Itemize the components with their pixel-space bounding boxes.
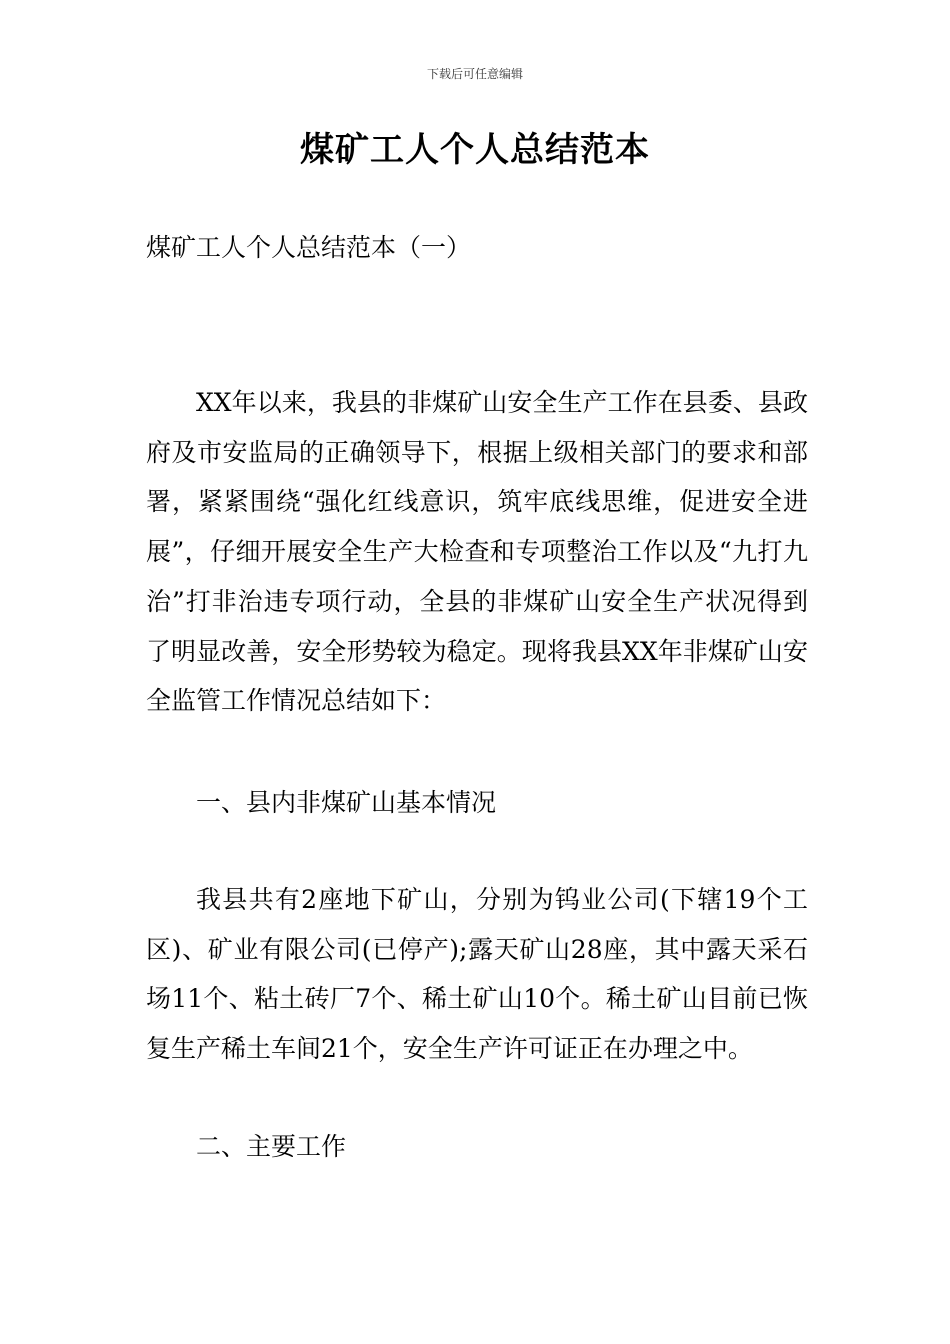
section-heading-2: 二、主要工作 bbox=[196, 1132, 347, 1161]
header-note: 下载后可任意编辑 bbox=[426, 67, 523, 81]
intro-paragraph: XX年以来，我县的非煤矿山安全生产工作在县委、县政府及市安监局的正确领导下，根据上级相关部门的要求和部署，紧紧围绕“强化红线意识，筑牢底线思维，促进安全进展”，仔细开展安全生产大检查和专项整治工作以及“九打九治”打非治违专项行动，全县的非煤矿山安全生产状况得到了明显改善，安全形势较为稳定。现将我县XX年非煤矿山安全监管工作情况总结如下： bbox=[146, 388, 808, 716]
section-heading-1: 一、县内非煤矿山基本情况 bbox=[196, 788, 497, 817]
document-title: 煤矿工人个人总结范本 bbox=[300, 130, 650, 170]
document-subtitle: 煤矿工人个人总结范本（一） bbox=[146, 233, 472, 262]
section-paragraph-1: 我县共有2座地下矿山，分别为钨业公司(下辖19个工区)、矿业有限公司(已停产);露天矿山28座，其中露天采石场11个、粘土砖厂7个、稀土矿山10个。稀土矿山目前已恢复生产稀土车间21个，安全生产许可证正在办理之中。 bbox=[146, 885, 808, 1064]
